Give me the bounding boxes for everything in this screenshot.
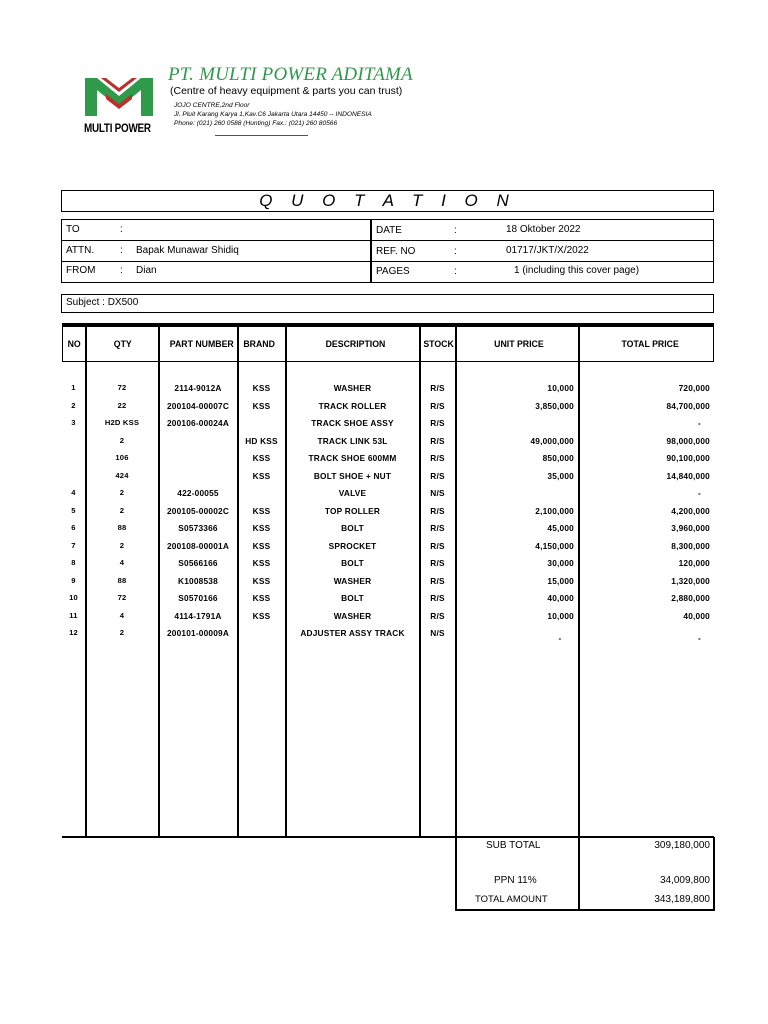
to-label: TO xyxy=(66,224,80,235)
cell-desc: WASHER xyxy=(333,575,372,586)
cell-desc: WASHER xyxy=(333,610,372,621)
cell-stock: R/S xyxy=(430,505,445,516)
cell-total: 98,000,000 xyxy=(666,435,710,446)
table-top-border xyxy=(62,323,714,327)
col-header-no: NO xyxy=(67,339,81,350)
cell-qty: 2 xyxy=(119,628,125,637)
cell-total: 90,100,000 xyxy=(666,453,710,463)
cell-brand: HD KSS xyxy=(245,435,278,446)
address-line-3: Phone: (021) 260 0588 (Hunting) Fax.: (021) 260 80566 xyxy=(174,120,338,127)
from-label: FROM xyxy=(66,265,96,276)
cell-part: 2114-9012A xyxy=(174,383,222,393)
cell-stock: R/S xyxy=(430,400,445,411)
cell-brand: KSS xyxy=(252,400,271,411)
cell-brand: KSS xyxy=(252,523,271,533)
ref-colon: : xyxy=(454,246,457,257)
cell-no: 7 xyxy=(71,540,76,550)
cell-desc: TOP ROLLER xyxy=(324,505,381,516)
cell-part: S0566166 xyxy=(178,558,218,568)
total-amount-label: TOTAL AMOUNT xyxy=(475,894,548,905)
cell-no: 12 xyxy=(69,628,78,637)
info-row-divider xyxy=(62,261,713,262)
cell-desc: WASHER xyxy=(333,383,372,393)
subject-line: Subject : DX500 xyxy=(61,294,714,313)
cell-desc: VALVE xyxy=(338,488,367,498)
cell-no: 1 xyxy=(71,383,76,392)
col-header-part-number: PART NUMBER xyxy=(169,339,234,350)
cell-part: 200106-00024A xyxy=(166,418,230,428)
cell-qty: 4 xyxy=(119,610,125,620)
cell-desc: TRACK ROLLER xyxy=(318,400,387,411)
cell-desc: TRACK LINK 53L xyxy=(317,435,388,446)
cell-qty: 88 xyxy=(117,523,127,532)
cell-total: 4,200,000 xyxy=(671,505,710,516)
cell-stock: R/S xyxy=(430,575,445,586)
company-tagline: (Centre of heavy equipment & parts you can trust) xyxy=(170,85,403,97)
table-left-border xyxy=(62,327,63,362)
cell-total: 3,960,000 xyxy=(671,523,710,533)
cell-no: 8 xyxy=(71,558,76,567)
cell-desc: BOLT xyxy=(341,593,364,603)
cell-brand: KSS xyxy=(252,540,271,551)
cell-unit: 10,000 xyxy=(547,383,574,393)
cell-qty: 4 xyxy=(119,558,125,567)
cell-part: 422-00055 xyxy=(177,488,219,498)
subtotal-value: 309,180,000 xyxy=(654,840,710,851)
cell-unit: 850,000 xyxy=(542,453,574,463)
cell-qty: 72 xyxy=(117,383,127,392)
cell-stock: R/S xyxy=(430,453,445,463)
cell-brand: KSS xyxy=(252,593,271,603)
col-header-brand: BRAND xyxy=(243,339,275,350)
to-colon: : xyxy=(120,224,123,235)
col-header-description: DESCRIPTION xyxy=(325,339,386,350)
col-header-unit-price: UNIT PRICE xyxy=(494,339,544,350)
cell-qty: 2 xyxy=(119,540,125,550)
cell-brand: KSS xyxy=(252,558,271,568)
cell-no: 6 xyxy=(71,523,76,532)
cell-desc: BOLT SHOE + NUT xyxy=(313,470,392,481)
cell-no: 10 xyxy=(69,593,78,602)
cell-qty: 2 xyxy=(119,435,125,445)
cell-no: 2 xyxy=(71,400,76,410)
cell-qty: 2 xyxy=(119,488,125,497)
cell-desc: BOLT xyxy=(341,558,364,568)
info-column-divider xyxy=(370,220,372,282)
cell-no: 5 xyxy=(71,505,76,515)
cell-brand: KSS xyxy=(252,505,271,516)
table-right-border xyxy=(713,327,714,362)
subtotal-label: SUB TOTAL xyxy=(486,840,541,851)
cell-qty: 106 xyxy=(115,453,129,462)
cell-unit: 3,850,000 xyxy=(535,400,574,411)
cell-no: 9 xyxy=(71,575,76,585)
cell-unit: - xyxy=(558,633,562,643)
cell-stock: N/S xyxy=(430,488,445,498)
cell-desc: TRACK SHOE 600MM xyxy=(308,453,397,463)
cell-stock: R/S xyxy=(430,383,445,393)
cell-desc: SPROCKET xyxy=(328,540,377,551)
cell-total: - xyxy=(698,488,701,498)
header-info-box xyxy=(61,219,714,283)
cell-qty: H2D KSS xyxy=(104,418,140,427)
attn-label: ATTN. xyxy=(66,245,95,256)
company-name: PT. MULTI POWER ADITAMA xyxy=(168,64,413,85)
cell-stock: R/S xyxy=(430,558,445,568)
address-line-2: Jl. Pluit Karang Karya 1,Kav.C6 Jakarta Utara 14450 -- INDONESIA xyxy=(174,111,372,118)
date-value: 18 Oktober 2022 xyxy=(506,224,581,235)
col-header-qty: QTY xyxy=(113,339,132,350)
cell-stock: R/S xyxy=(430,435,445,446)
col-header-total-price: TOTAL PRICE xyxy=(621,339,679,350)
totals-right-border xyxy=(713,837,715,911)
cell-part: 200101-00009A xyxy=(166,628,230,638)
cell-unit: 2,100,000 xyxy=(535,505,574,516)
cell-stock: R/S xyxy=(430,470,445,481)
cell-stock: R/S xyxy=(430,610,445,621)
cell-total: 40,000 xyxy=(683,610,710,621)
attn-colon: : xyxy=(120,245,123,256)
cell-qty: 2 xyxy=(119,505,125,515)
letterhead-divider xyxy=(215,135,308,136)
cell-no: 3 xyxy=(71,418,76,427)
cell-total: 14,840,000 xyxy=(666,470,710,481)
cell-no: 11 xyxy=(69,610,78,620)
cell-qty: 424 xyxy=(115,470,129,480)
from-colon: : xyxy=(120,265,123,276)
attn-value: Bapak Munawar Shidiq xyxy=(136,245,239,256)
cell-unit: 30,000 xyxy=(547,558,574,568)
pages-value: 1 (including this cover page) xyxy=(514,265,640,276)
pages-colon: : xyxy=(454,266,457,277)
date-colon: : xyxy=(454,225,457,236)
cell-total: - xyxy=(698,633,701,643)
cell-no: 4 xyxy=(71,488,76,497)
cell-total: 84,700,000 xyxy=(666,400,710,411)
pages-label: PAGES xyxy=(376,266,410,277)
cell-qty: 72 xyxy=(117,593,127,602)
cell-unit: 45,000 xyxy=(547,523,574,533)
table-header-rule xyxy=(62,361,714,362)
cell-unit: 4,150,000 xyxy=(535,540,574,551)
cell-stock: R/S xyxy=(430,593,445,603)
cell-desc: TRACK SHOE ASSY xyxy=(311,418,394,428)
info-row-divider xyxy=(62,240,713,241)
ref-label: REF. NO xyxy=(376,246,416,257)
from-value: Dian xyxy=(136,265,157,276)
cell-qty: 88 xyxy=(117,575,127,585)
total-amount-value: 343,189,800 xyxy=(654,894,710,905)
cell-qty: 22 xyxy=(117,400,127,410)
cell-total: 720,000 xyxy=(678,383,710,393)
cell-part: 200108-00001A xyxy=(166,540,230,551)
cell-stock: R/S xyxy=(430,523,445,533)
cell-total: 2,880,000 xyxy=(671,593,710,603)
cell-desc: BOLT xyxy=(341,523,364,533)
ref-value: 01717/JKT/X/2022 xyxy=(506,245,589,256)
cell-total: 8,300,000 xyxy=(671,540,710,551)
cell-unit: 49,000,000 xyxy=(530,435,574,446)
address-line-1: JOJO CENTRE,2nd Floor xyxy=(174,102,250,109)
cell-brand: KSS xyxy=(252,383,271,393)
cell-brand: KSS xyxy=(252,453,271,463)
cell-part: 4114-1791A xyxy=(174,610,222,621)
cell-unit: 10,000 xyxy=(547,610,574,621)
document-title: Q U O T A T I O N xyxy=(259,191,516,210)
cell-brand: KSS xyxy=(252,575,271,586)
cell-unit: 40,000 xyxy=(547,593,574,603)
logo-wordmark: MULTI POWER xyxy=(84,123,151,135)
ppn-value: 34,009,800 xyxy=(659,875,710,886)
cell-unit: 15,000 xyxy=(547,575,574,586)
cell-part: 200105-00002C xyxy=(166,505,230,516)
cell-total: - xyxy=(698,418,701,428)
cell-part: S0570166 xyxy=(178,593,218,603)
cell-desc: ADJUSTER ASSY TRACK xyxy=(300,628,405,638)
multi-power-logo-icon xyxy=(82,72,156,122)
cell-stock: R/S xyxy=(430,540,445,551)
table-bottom-border xyxy=(62,836,714,838)
cell-total: 120,000 xyxy=(678,558,710,568)
cell-brand: KSS xyxy=(252,470,271,481)
cell-brand: KSS xyxy=(252,610,271,621)
date-label: DATE xyxy=(376,225,402,236)
totals-bottom-border xyxy=(455,909,714,911)
cell-stock: N/S xyxy=(430,628,445,638)
cell-stock: R/S xyxy=(430,418,445,428)
cell-part: 200104-00007C xyxy=(166,400,230,411)
cell-total: 1,320,000 xyxy=(671,575,710,586)
cell-unit: 35,000 xyxy=(547,470,574,481)
cell-part: S0573366 xyxy=(178,523,218,533)
cell-part: K1008538 xyxy=(178,575,218,586)
ppn-label: PPN 11% xyxy=(494,875,537,886)
document-title-box xyxy=(61,190,714,212)
col-header-stock: STOCK xyxy=(423,339,454,350)
